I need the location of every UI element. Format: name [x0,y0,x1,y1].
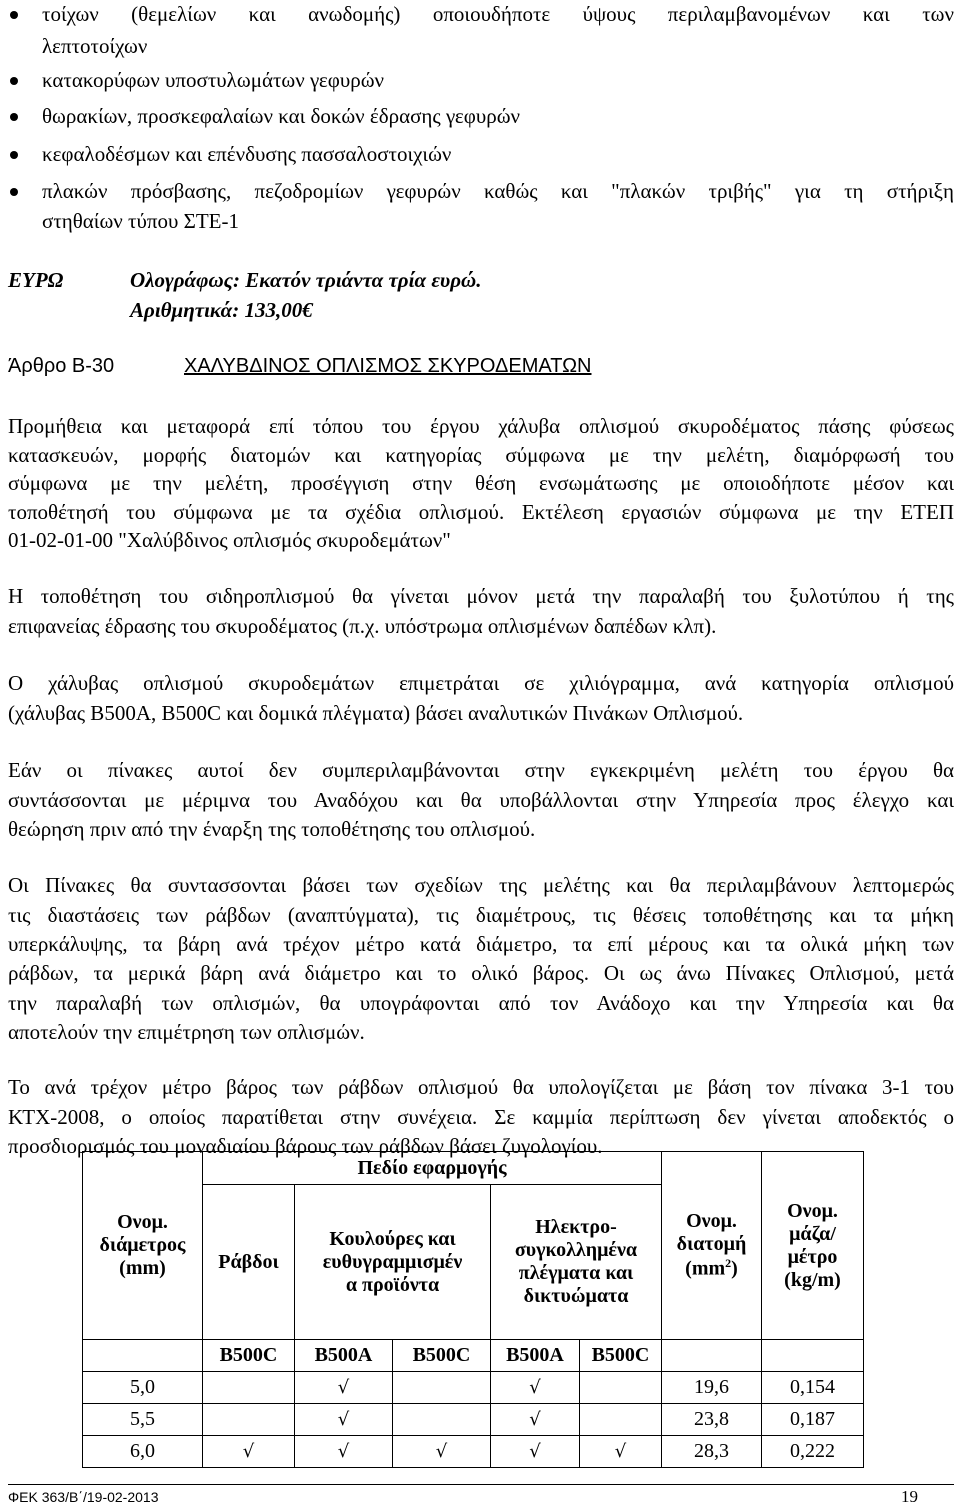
article-number: Άρθρο Β-30 [8,355,115,377]
grade-cell: B500A [491,1340,580,1372]
bullet-icon [10,11,18,19]
bullet-icon [10,151,18,159]
check-icon [203,1404,295,1436]
check-icon: √ [580,1436,662,1468]
check-icon: √ [203,1436,295,1468]
gazette-reference: ΦΕΚ 363/Β΄/19-02-2013 [8,1489,159,1505]
header-mass: Ονομ. μάζα/ μέτρο (kg/m) [762,1152,864,1340]
table-row: 5,0 √ √ 19,6 0,154 [83,1372,864,1404]
bullet-icon [10,113,18,121]
check-icon: √ [295,1436,393,1468]
check-icon: √ [295,1404,393,1436]
header-bars: Ράβδοι [203,1185,295,1340]
check-icon [580,1404,662,1436]
header-coils: Κουλούρες και ευθυγραμμισμέν α προϊόντα [295,1185,491,1340]
rebar-table [82,1151,864,1468]
page-footer [8,1484,954,1506]
check-icon: √ [491,1372,580,1404]
header-diameter: Ονομ. διάμετρος (mm) [83,1152,203,1340]
page-number: 19 [901,1487,918,1506]
check-icon [580,1372,662,1404]
header-welded-mesh: Ηλεκτρο- συγκολλημένα πλέγματα και δικτυώματα [491,1185,662,1340]
price-in-words: Ολογράφως: Εκατόν τριάντα τρία ευρώ. [130,268,482,292]
check-icon [393,1404,491,1436]
check-icon [393,1372,491,1404]
bullet-icon [10,77,18,85]
header-section: Ονομ. διατομή $(mm^2)$ [662,1152,762,1340]
check-icon [203,1372,295,1404]
grade-cell: B500C [580,1340,662,1372]
price-label: ΕΥΡΩ [8,268,64,292]
check-icon: √ [491,1404,580,1436]
article-title: ΧΑΛΥΒΔΙΝΟΣ ΟΠΛΙΣΜΟΣ ΣΚΥΡΟΔΕΜΑΤΩΝ [184,355,592,377]
check-icon: √ [295,1372,393,1404]
check-icon: √ [491,1436,580,1468]
table-row: 5,5 √ √ 23,8 0,187 [83,1404,864,1436]
price-numeric: Αριθμητικά: 133,00€ [130,298,313,322]
table-row: 6,0 √ √ √ √ √ 28,3 0,222 [83,1436,864,1468]
header-field-of-application: Πεδίο εφαρμογής [203,1152,662,1185]
grade-cell: B500C [393,1340,491,1372]
bullet-icon [10,188,18,196]
check-icon: √ [393,1436,491,1468]
grade-cell: B500A [295,1340,393,1372]
grade-cell: B500C [203,1340,295,1372]
